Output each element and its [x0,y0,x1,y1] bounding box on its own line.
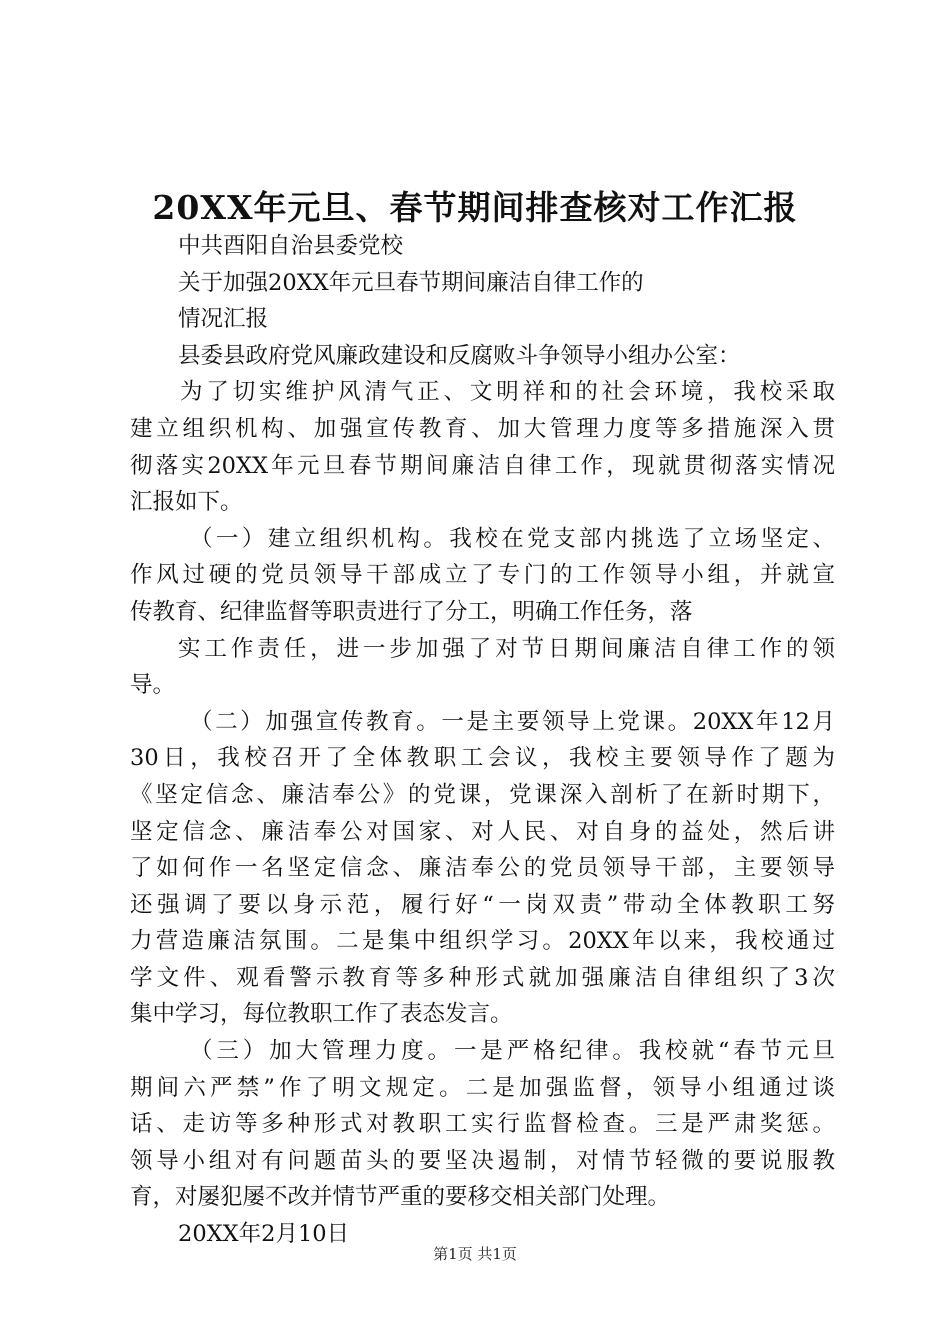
paragraph-line: （一）建立组织机构。我校在党支部内挑选了立场坚定、 [190,525,835,552]
paragraph-line: 导。 [130,672,176,699]
paragraph-line: 育，对屡犯屡不改并情节严重的要移交相关部门处理。 [130,1184,671,1211]
paragraph-line: 彻落实20XX年元旦春节期间廉洁自律工作，现就贯彻落实情况 [130,452,835,479]
paragraph-line: 期间六严禁”作了明文规定。二是加强监督，领导小组通过谈 [130,1074,835,1101]
paragraph-line: 建立组织机构、加强宣传教育、加大管理力度等多措施深入贯 [130,415,835,442]
paragraph-line: 《坚定信念、廉洁奉公》的党课，党课深入剖析了在新时期下， [130,781,835,808]
paragraph-line: 集中学习，每位教职工作了表态发言。 [130,1001,513,1028]
paragraph-line: 传教育、纪律监督等职责进行了分工，明确工作任务，落 [130,598,693,625]
document-title: 20XX年元旦、春节期间排查核对工作汇报 [152,188,798,227]
date-line: 20XX年2月10日 [178,1221,350,1248]
paragraph-line: 坚定信念、廉洁奉公对国家、对人民、对自身的益处，然后讲 [130,818,835,845]
document-body [130,228,835,1253]
paragraph-line: 还强调了要以身示范，履行好“一岗双责”带动全体教职工努 [130,891,835,918]
recipient-line: 县委县政府党风廉政建设和反腐败斗争领导小组办公室： [178,342,741,369]
issuer-line: 中共酉阳自治县委党校 [178,233,404,259]
paragraph-line: 了如何作一名坚定信念、廉洁奉公的党员领导干部，主要领导 [130,855,835,882]
paragraph-line: 汇报如下。 [130,489,243,516]
paragraph-line: （二）加强宣传教育。一是主要领导上党课。20XX年12月 [190,708,835,735]
paragraph-line: 领导小组对有问题苗头的要坚决遏制，对情节轻微的要说服教 [130,1147,835,1174]
paragraph-line: 为了切实维护风清气正、文明祥和的社会环境，我校采取 [180,379,835,406]
paragraph-line: 实工作责任，进一步加强了对节日期间廉洁自律工作的领 [178,635,835,662]
paragraph-line: 学文件、观看警示教育等多种形式就加强廉洁自律组织了3次 [130,964,835,991]
paragraph-line: （三）加大管理力度。一是严格纪律。我校就“春节元旦 [190,1038,835,1065]
paragraph-line: 作风过硬的党员领导干部成立了专门的工作领导小组，并就宣 [130,562,835,589]
paragraph-line: 力营造廉洁氛围。二是集中组织学习。20XX年以来，我校通过 [130,928,835,955]
paragraph-line: 话、走访等多种形式对教职工实行监督检查。三是严肃奖惩。 [130,1111,835,1138]
page-footer: 第1页 共1页 [433,1245,517,1263]
paragraph-line: 30日，我校召开了全体教职工会议，我校主要领导作了题为 [130,745,835,772]
report-subject-line: 关于加强20XX年元旦春节期间廉洁自律工作的 [178,269,644,296]
report-subject-line: 情况汇报 [178,306,269,333]
